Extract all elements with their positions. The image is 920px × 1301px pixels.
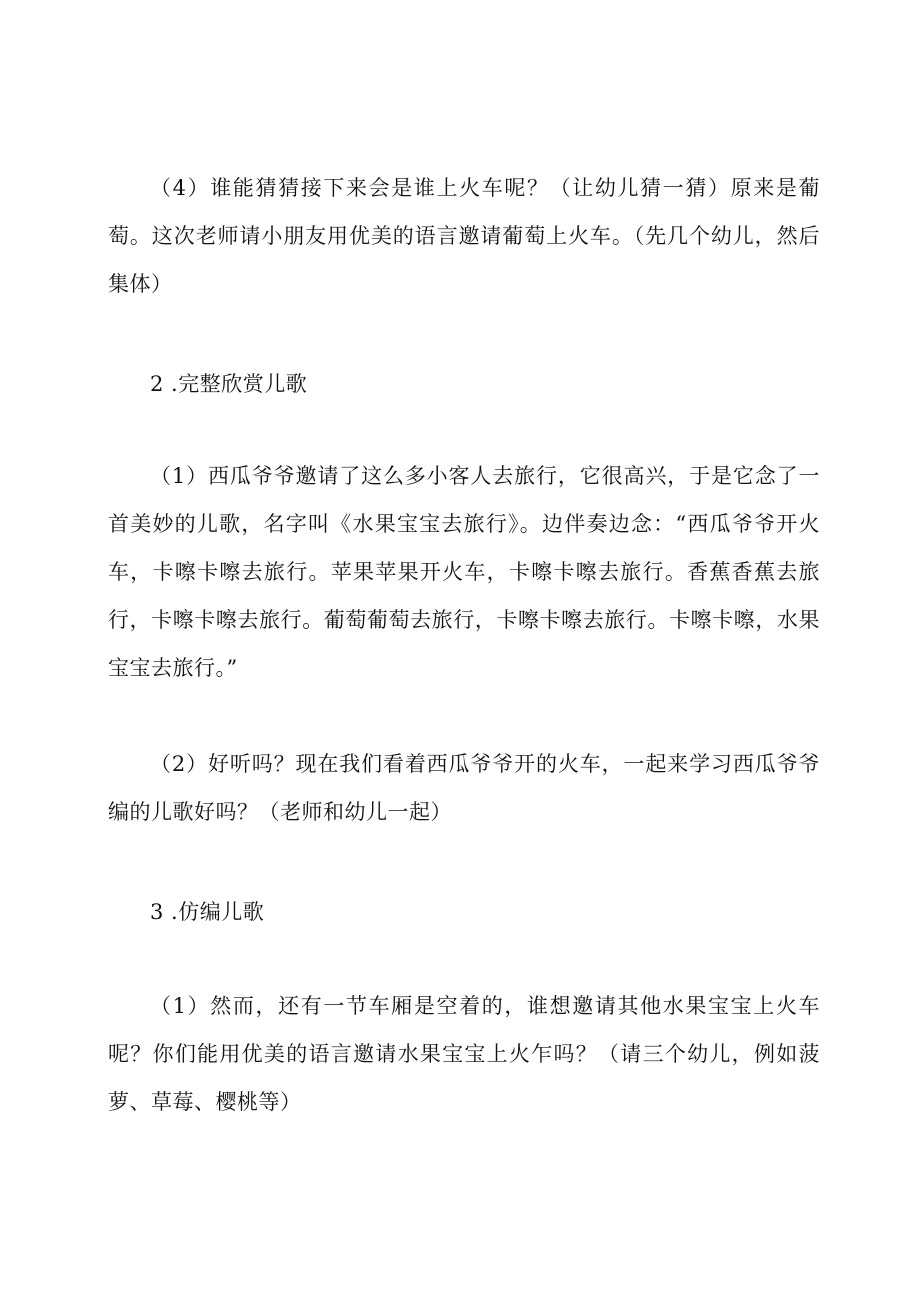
paragraph-watermelon-song: （1）西瓜爷爷邀请了这么多小客人去旅行，它很高兴，于是它念了一首美妙的儿歌，名字叫《水果宝宝去旅行》。边伴奏边念：“西瓜爷爷开火车，卡嚓卡嚓去旅行。苹果苹果开火车，卡嚓卡嚓去旅行。香蕉香蕉去旅行，卡嚓卡嚓去旅行。葡萄葡萄去旅行，卡嚓卡嚓去旅行。卡嚓卡嚓，水果宝宝去旅行。” — [108, 464, 820, 680]
section-heading-create-song: 3 .仿编儿歌 — [150, 900, 265, 924]
paragraph-guess-grape: （4）谁能猜猜接下来会是谁上火车呢？（让幼儿猜一猜）原来是葡萄。这次老师请小朋友用优美的语言邀请葡萄上火车。（先几个幼儿，然后集体） — [108, 176, 820, 296]
paragraph-invite-fruits: （1）然而，还有一节车厢是空着的，谁想邀请其他水果宝宝上火车呢？你们能用优美的语言邀请水果宝宝上火乍吗？（请三个幼儿，例如菠萝、草莓、樱桃等） — [108, 994, 820, 1114]
section-heading-appreciate-song: 2 .完整欣赏儿歌 — [150, 372, 308, 396]
paragraph-learn-song: （2）好听吗？现在我们看着西瓜爷爷开的火车，一起来学习西瓜爷爷编的儿歌好吗？（老师和幼儿一起） — [108, 752, 820, 824]
